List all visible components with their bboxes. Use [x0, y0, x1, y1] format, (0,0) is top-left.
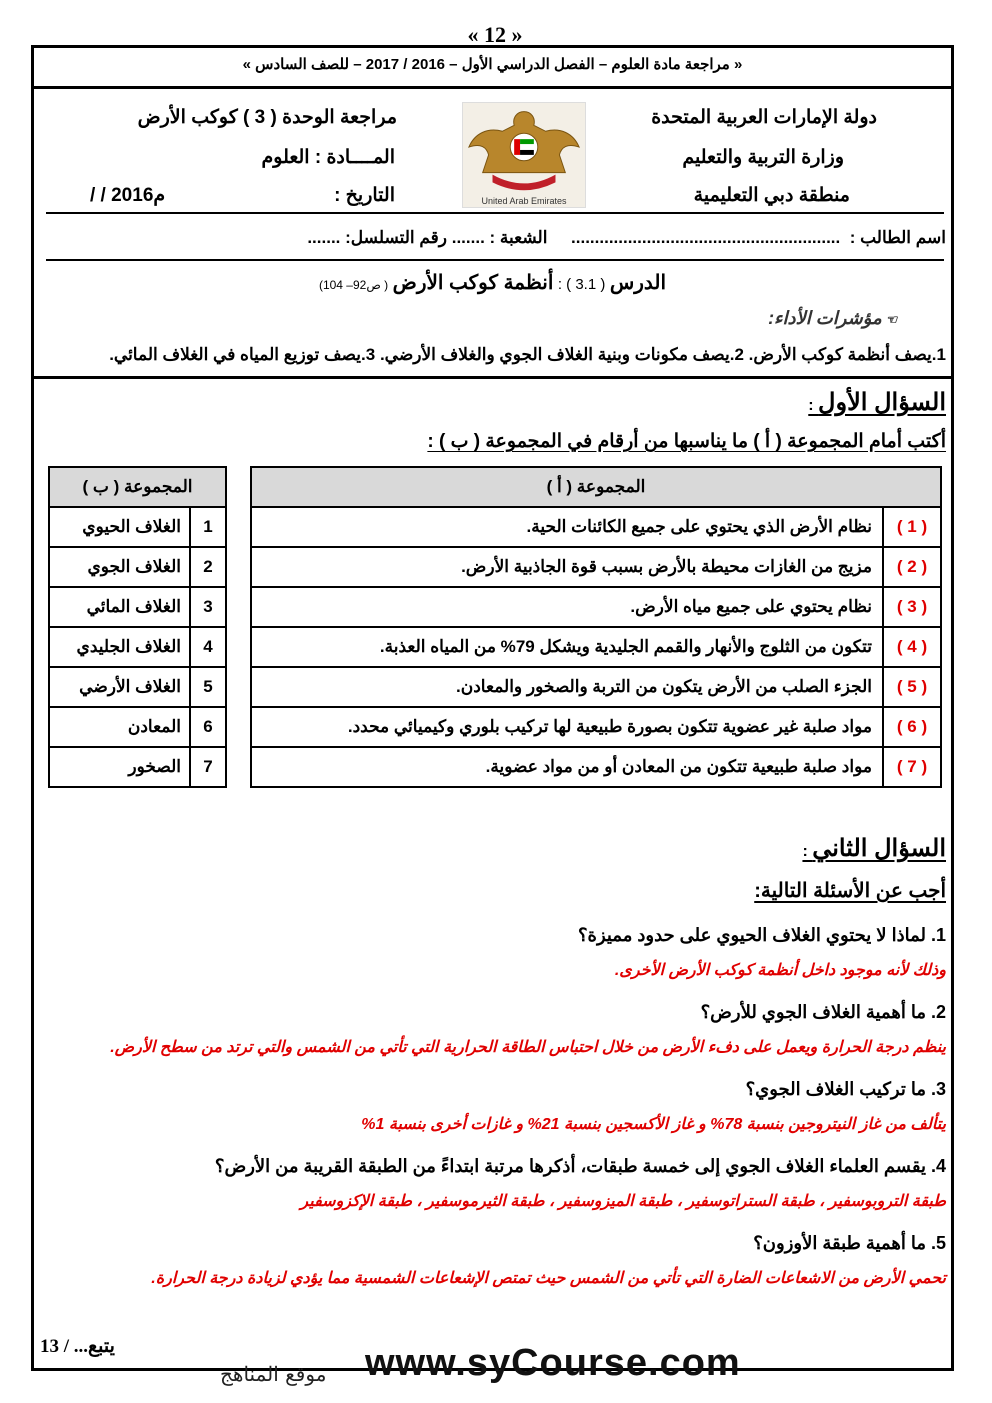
question-text: 5. ما أهمية طبقة الأوزون؟: [753, 1233, 946, 1253]
group-b-row: [49, 547, 226, 587]
group-b-row: [49, 507, 226, 547]
answer-text: ينظم درجة الحرارة ويعمل على دفء الأرض من خلال احتباس الطاقة الحرارية التي تأتي من الشمس والتي ترتد من سطح الأرض.: [110, 1039, 946, 1056]
group-b-row: [49, 747, 226, 787]
indicators-list: 1.يصف أنظمة كوكب الأرض. 2.يصف مكونات وبنية الغلاف الجوي والغلاف الأرضي. 3.يصف توزيع المياه في الغلاف المائي.: [109, 345, 946, 364]
question-item: [46, 1074, 946, 1151]
answer-text: وذلك لأنه موجود داخل أنظمة كوكب الأرض الأخرى.: [614, 962, 946, 979]
question-1-title: السؤال الأول :: [808, 389, 946, 416]
answer-text: يتألف من غاز النيتروجين بنسبة 78% و غاز الأكسجين بنسبة 21% و غازات أخرى بنسبة 1%: [361, 1116, 946, 1133]
group-b-row: [49, 587, 226, 627]
answer-number: ( 7 ): [883, 747, 941, 787]
group-b-number: 2: [190, 547, 226, 587]
answer-number: ( 5 ): [883, 667, 941, 707]
group-a-row: [251, 667, 941, 707]
question-item: [46, 920, 946, 997]
question-text: 3. ما تركيب الغلاف الجوي؟: [745, 1079, 946, 1099]
divider: [46, 212, 944, 214]
answer-number: ( 6 ): [883, 707, 941, 747]
group-b-table: [48, 466, 227, 788]
group-a-header: المجموعة ( أ ): [251, 467, 941, 507]
question-2-title: السؤال الثاني :: [802, 835, 946, 862]
group-a-row: [251, 707, 941, 747]
answer-text: تحمي الأرض من الاشعاعات الضارة التي تأتي من الشمس حيث تمتص الإشعاعات الشمسية مما يؤدي لزيادة درجة الحرارة.: [151, 1270, 946, 1287]
group-b-text: الغلاف الجوي: [49, 547, 190, 587]
divider: [46, 259, 944, 261]
group-a-text: الجزء الصلب من الأرض يتكون من التربة والصخور والمعادن.: [251, 667, 883, 707]
divider: [31, 376, 954, 379]
question-item: [46, 1228, 946, 1305]
watermark-url: www.syCourse.com: [365, 1342, 741, 1384]
group-b-text: المعادن: [49, 707, 190, 747]
country-name: دولة الإمارات العربية المتحدة: [651, 107, 877, 128]
group-b-row: [49, 707, 226, 747]
group-b-header: المجموعة ( ب ): [49, 467, 226, 507]
group-a-table: [250, 466, 942, 788]
group-a-row: [251, 507, 941, 547]
group-a-text: مزيج من الغازات محيطة بالأرض بسبب قوة الجاذبية الأرض.: [251, 547, 883, 587]
date-value: / / 2016م: [90, 185, 166, 206]
subject: المــــادة : العلوم: [261, 147, 395, 168]
indicators-label: [768, 308, 897, 329]
answer-number: ( 3 ): [883, 587, 941, 627]
page-number: « 12 »: [467, 22, 523, 47]
question-text: 1. لماذا لا يحتوي الغلاف الحيوي على حدود مميزة؟: [577, 925, 946, 945]
date-label: التاريخ :: [334, 185, 395, 206]
group-b-number: 1: [190, 507, 226, 547]
student-info-line: اسم الطالب : ......................................................... الشعبة : ....... رقم التسلسل: .......: [307, 228, 946, 247]
group-a-text: نظام الأرض الذي يحتوي على جميع الكائنات الحية.: [251, 507, 883, 547]
lesson-title: أنظمة كوكب الأرض: [392, 272, 554, 294]
answer-number: ( 1 ): [883, 507, 941, 547]
group-b-row: [49, 627, 226, 667]
lesson-label: الدرس: [609, 272, 667, 294]
group-a-text: تتكون من الثلوج والأنهار والقمم الجليدية ويشكل 79% من المياه العذبة.: [251, 627, 883, 667]
group-a-row: [251, 747, 941, 787]
group-b-number: 3: [190, 587, 226, 627]
zone-name: منطقة دبي التعليمية: [693, 185, 850, 206]
pointing-hand-icon: ☜: [881, 312, 897, 327]
question-item: [46, 1151, 946, 1228]
group-a-text: نظام يحتوي على جميع مياه الأرض.: [251, 587, 883, 627]
lesson-heading: [34, 270, 951, 295]
group-b-number: 4: [190, 627, 226, 667]
lesson-number: ( 3.1 ) :: [557, 276, 606, 293]
question-2-instruction: أجب عن الأسئلة التالية:: [754, 880, 946, 902]
group-a-row: [251, 627, 941, 667]
continued-footer: يتبع... / 13: [40, 1336, 115, 1357]
group-b-text: الغلاف الحيوي: [49, 507, 190, 547]
watermark-arabic: موقع المناهج: [220, 1362, 327, 1386]
group-b-number: 5: [190, 667, 226, 707]
question-1-instruction: أكتب أمام المجموعة ( أ ) ما يناسبها من أرقام في المجموعة ( ب ) :: [427, 431, 946, 452]
group-b-text: الغلاف الجليدي: [49, 627, 190, 667]
question-text: 2. ما أهمية الغلاف الجوي للأرض؟: [700, 1002, 946, 1022]
group-a-row: [251, 547, 941, 587]
document-title: « مراجعة مادة العلوم – الفصل الدراسي الأول – 2016 / 2017 – للصف السادس »: [242, 56, 743, 73]
group-b-text: الصخور: [49, 747, 190, 787]
indicators-label-text: مؤشرات الأداء:: [768, 308, 882, 328]
divider: [31, 86, 954, 89]
group-a-text: مواد صلبة طبيعية تتكون من المعادن أو من مواد عضوية.: [251, 747, 883, 787]
answer-text: طبقة التروبوسفير ، طبقة الستراتوسفير ، طبقة الميزوسفير ، طبقة الثيرموسفير ، طبقة الإكزوسفير: [300, 1193, 946, 1210]
question-item: [46, 997, 946, 1074]
question-text: 4. يقسم العلماء الغلاف الجوي إلى خمسة طبقات، أذكرها مرتبة ابتداءً من الطبقة القريبة من الأرض؟: [214, 1156, 946, 1176]
group-a-row: [251, 587, 941, 627]
lesson-pages: ( ص92– 104): [318, 278, 389, 292]
answer-number: ( 2 ): [883, 547, 941, 587]
uae-emblem: [462, 102, 586, 208]
emblem-caption: United Arab Emirates: [481, 196, 567, 206]
group-b-row: [49, 667, 226, 707]
ministry-name: وزارة التربية والتعليم: [682, 147, 844, 168]
answer-number: ( 4 ): [883, 627, 941, 667]
unit-title: مراجعة الوحدة ( 3 ) كوكب الأرض: [137, 107, 397, 128]
group-a-text: مواد صلبة غير عضوية تتكون بصورة طبيعية لها تركيب بلوري وكيميائي محدد.: [251, 707, 883, 747]
group-b-text: الغلاف المائي: [49, 587, 190, 627]
group-b-number: 7: [190, 747, 226, 787]
eagle-icon: [463, 103, 585, 193]
group-b-number: 6: [190, 707, 226, 747]
group-b-text: الغلاف الأرضي: [49, 667, 190, 707]
